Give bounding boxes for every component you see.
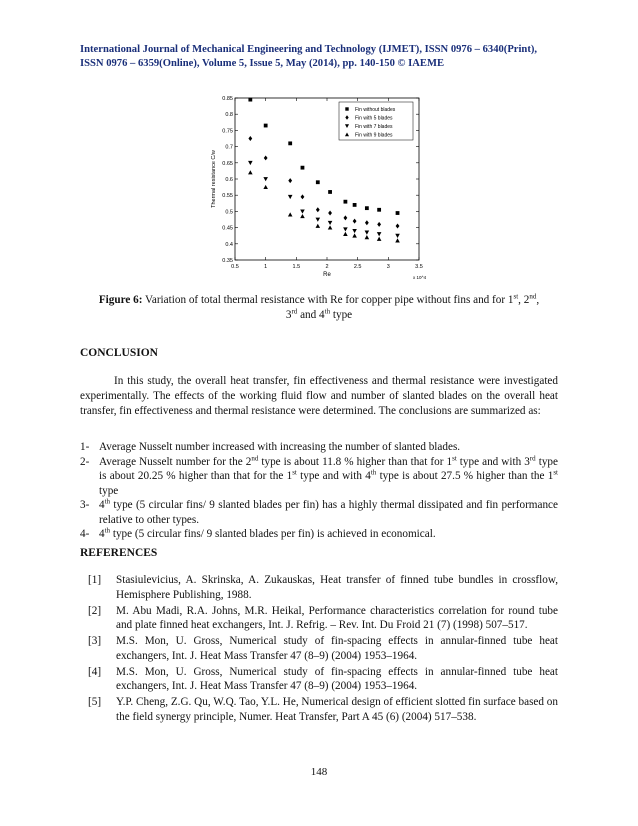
header-line-2: ISSN 0976 – 6359(Online), Volume 5, Issue 5, May (2014), pp. 140-150 © IAEME <box>80 58 445 69</box>
y-tick-label: 0.5 <box>225 209 233 216</box>
y-tick-label: 0.8 <box>225 112 233 119</box>
data-point-series-3 <box>248 161 253 165</box>
data-point-series-4 <box>395 238 400 242</box>
list-number: 3- <box>80 499 90 511</box>
data-point-series-3 <box>377 232 382 236</box>
y-tick-label: 0.35 <box>222 258 233 264</box>
conclusion-heading: CONCLUSION <box>80 347 158 359</box>
reference-item <box>80 573 558 602</box>
data-point-series-4 <box>343 232 348 236</box>
data-point-series-1 <box>328 190 332 194</box>
reference-number: [3] <box>88 635 102 647</box>
caption-sup: th <box>324 307 331 316</box>
legend-entry: Fin with 7 blades <box>355 124 393 130</box>
data-point-series-1 <box>377 208 381 212</box>
reference-number: [1] <box>88 574 102 586</box>
data-point-series-3 <box>316 218 321 222</box>
y-tick-label: 0.55 <box>222 193 233 200</box>
reference-number: [4] <box>88 665 102 678</box>
data-point-series-2 <box>353 219 357 224</box>
reference-item <box>80 665 558 694</box>
y-tick-label: 0.75 <box>222 128 233 135</box>
list-text: 4th type (5 circular fins/ 9 slanted blades per fin) is achieved in economical. <box>99 526 436 540</box>
reference-item <box>80 634 558 663</box>
list-number: 1- <box>80 441 90 453</box>
list-item <box>80 527 558 542</box>
conclusion-paragraph <box>80 374 558 419</box>
caption-sup: st <box>513 292 519 301</box>
data-point-series-2 <box>248 136 252 141</box>
data-point-series-1 <box>301 166 305 170</box>
paragraph-text: In this study, the overall heat transfer, fin effectiveness and thermal resistance were investigated experimentally. The effects of the working fluid flow and number of slanted blades on the overall heat transfer, fin effectiveness and thermal resistance were determined. The conclusions are summarized as: <box>80 375 558 417</box>
x-tick-label: 1.5 <box>292 264 301 270</box>
y-tick-label: 0.65 <box>222 160 233 167</box>
list-item <box>80 440 558 455</box>
data-point-series-1 <box>316 180 320 184</box>
references-list <box>80 573 558 726</box>
reference-item <box>80 604 558 633</box>
data-point-series-1 <box>396 211 400 215</box>
y-tick-label: 0.6 <box>225 177 233 183</box>
data-point-series-4 <box>352 233 357 237</box>
x-tick-label: 2 <box>325 264 329 270</box>
y-tick-label: 0.85 <box>222 96 233 102</box>
data-point-series-2 <box>396 224 400 229</box>
reference-item <box>80 695 558 724</box>
y-tick-label: 0.7 <box>225 144 233 151</box>
data-point-series-1 <box>264 124 268 128</box>
figure-caption <box>80 293 558 323</box>
data-point-series-1 <box>248 98 252 102</box>
reference-text: M.S. Mon, U. Gross, Numerical study of fin-spacing effects in annular-finned tube heat exchangers, Int. J. Heat Mass Transfer 47 (8–9) (2004) 1953–1964. <box>116 665 558 692</box>
data-point-series-2 <box>316 207 320 212</box>
x-tick-label: 3.5 <box>415 264 423 270</box>
caption-text: Variation of total thermal resistance with Re for copper pipe without fins and for 1 <box>142 294 514 306</box>
data-point-series-2 <box>328 211 332 216</box>
x-tick-label: 2.5 <box>353 264 362 270</box>
data-point-series-3 <box>365 231 370 235</box>
legend-entry: Fin with 9 blades <box>355 132 393 139</box>
reference-text: Y.P. Cheng, Z.G. Qu, W.Q. Tao, Y.L. He, Numerical design of efficient slotted fin surface based on the field synergy principle, Numer. Heat Transfer, Part A 45 (6) (2004) 517–538. <box>116 696 558 723</box>
x-tick-label: 0.5 <box>231 264 239 270</box>
data-point-series-2 <box>288 178 292 183</box>
data-point-series-3 <box>328 221 333 225</box>
data-point-series-3 <box>395 234 400 238</box>
data-point-series-1 <box>365 206 369 210</box>
data-point-series-3 <box>352 229 357 233</box>
list-item <box>80 498 558 527</box>
data-point-series-3 <box>288 195 293 199</box>
data-point-series-1 <box>344 200 348 204</box>
list-text: Average Nusselt number for the 2nd type is about 11.8 % higher than that for 1st type and with 3rd type is about 20.25 % higher than that for the 1st type and with 4th type is about 27.5 % higher than the 1st type <box>99 453 558 497</box>
x-axis-label: Re <box>323 272 331 278</box>
data-point-series-2 <box>377 222 381 227</box>
reference-text: Stasiulevicius, A. Skrinska, A. Zukauskas, Heat transfer of finned tube bundles in crossflow, Hemisphere Publishing, 1988. <box>116 574 558 601</box>
caption-text: type <box>330 309 353 321</box>
data-point-series-2 <box>365 220 369 225</box>
data-point-series-3 <box>263 177 268 181</box>
y-tick-label: 0.4 <box>225 241 233 248</box>
list-item <box>80 455 558 499</box>
y-axis-label: Thermal resistance C/w <box>211 150 217 208</box>
chart-legend <box>339 102 413 140</box>
x-axis-multiplier: x 10^4 <box>413 275 427 280</box>
caption-sup: rd <box>291 307 298 316</box>
list-text: Average Nusselt number increased with increasing the number of slanted blades. <box>99 441 461 453</box>
thermal-resistance-chart <box>205 90 435 282</box>
data-point-series-4 <box>300 214 305 218</box>
data-point-series-4 <box>365 235 370 239</box>
reference-text: M.S. Mon, U. Gross, Numerical study of fin-spacing effects in annular-finned tube heat exchangers, Int. J. Heat Mass Transfer 47 (8–9) (2004) 1953–1964. <box>116 635 558 662</box>
y-tick-label: 0.45 <box>222 225 233 232</box>
x-tick-label: 1 <box>264 264 268 270</box>
x-tick-label: 3 <box>386 264 390 270</box>
journal-header <box>80 43 558 71</box>
list-number: 2- <box>80 455 90 468</box>
data-point-series-4 <box>328 225 333 229</box>
data-point-series-2 <box>301 194 305 199</box>
data-point-series-3 <box>300 210 305 214</box>
legend-entry: Fin without blades <box>355 107 396 113</box>
page-number: 148 <box>310 766 328 778</box>
data-point-series-4 <box>288 212 293 216</box>
figure-label: Figure 6: <box>98 294 143 306</box>
list-number: 4- <box>80 528 90 540</box>
data-point-series-4 <box>377 237 382 241</box>
data-point-series-4 <box>316 224 321 228</box>
caption-text: 3 <box>285 309 292 321</box>
caption-text: and 4 <box>297 309 325 321</box>
data-point-series-2 <box>264 155 268 160</box>
data-point-series-4 <box>263 185 268 189</box>
data-point-series-3 <box>343 227 348 231</box>
caption-sup: nd <box>529 292 537 301</box>
references-heading: REFERENCES <box>80 547 158 559</box>
reference-number: [2] <box>88 604 102 617</box>
data-point-series-4 <box>248 170 253 174</box>
legend-marker <box>345 107 348 110</box>
conclusion-list <box>80 440 558 542</box>
header-line-1: International Journal of Mechanical Engineering and Technology (IJMET), ISSN 0976 – 6340(Print), <box>80 44 538 55</box>
caption-text: , <box>536 294 540 306</box>
data-point-series-2 <box>344 215 348 220</box>
reference-number: [5] <box>88 696 102 708</box>
data-point-series-1 <box>353 203 357 207</box>
data-point-series-1 <box>288 141 292 145</box>
reference-text: M. Abu Madi, R.A. Johns, M.R. Heikal, Performance characteristics correlation for round tube and plate finned heat exchangers, Int. J. Refrig. – Rev. Int. Du Froid 21 (7) (1998) 507–517. <box>116 604 558 631</box>
caption-text: , 2 <box>518 294 530 306</box>
list-text: 4th type (5 circular fins/ 9 slanted blades per fin) has a highly thermal dissipated and fin performance relative to other types. <box>99 497 558 526</box>
legend-entry: Fin with 5 blades <box>355 115 393 122</box>
